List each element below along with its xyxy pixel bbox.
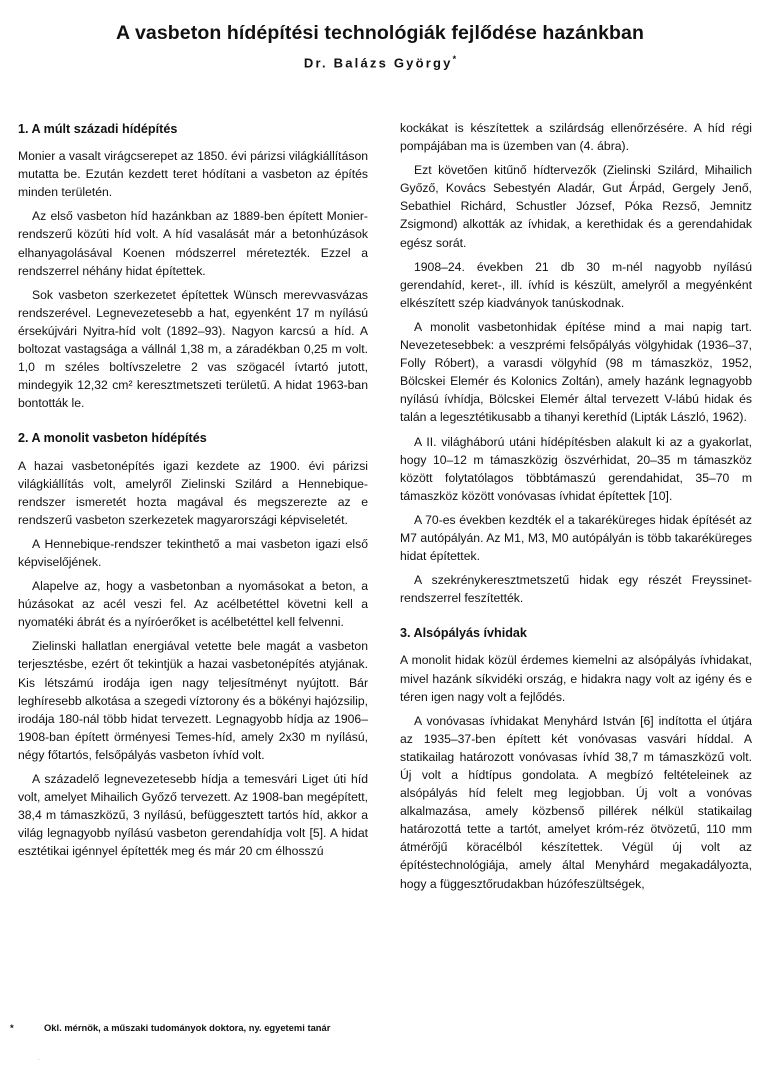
article-title: A vasbeton hídépítési technológiák fejlődése hazánkban bbox=[115, 22, 645, 44]
paragraph: Ezt követően kitűnő hídtervezők (Zielinski Szilárd, Mihailich Győző, Kovács Sebestyén Aladár, Gut Árpád, Gergely Jenő, Sebathiel Richárd, Schustler József, Póka Rezső, Jemnitz Zsigmond) alkották az ívhidak, a kerethidak és a gerendahidak egész sorát. bbox=[400, 163, 752, 250]
paragraph: A monolit vasbetonhidak építése mind a mai napig tart. Nevezetesebbek: a veszprémi felsőpályás völgyhidak (1936–37, Folly Róbert), a varasdi völgyhíd (98 m támaszköz, 1952, Bölcskei Elemér és Kolonics Zoltán), amely hazánk legnagyobb nyílású ívhídja, Bölcskei Elemér által tervezett V-lábú hidak és talán a legesztétikusabb a tihanyi kerethíd (Lipták László, 1962). bbox=[400, 319, 752, 425]
footnote-text: Okl. mérnök, a műszaki tudományok doktora, ny. egyetemi tanár bbox=[44, 1022, 331, 1033]
paragraph: Monier a vasalt virágcserepet az 1850. évi párizsi világkiállításon mutatta be. Ezután kezdett teret hódítani a vasbeton az építés minden területén. bbox=[18, 149, 368, 200]
paragraph: A monolit hidak közül érdemes kiemelni az alsópályás ívhidakat, mivel hazánk síkvidéki ország, e hidakra nagy volt az igény és e téren igen nagy volt a fejlődés. bbox=[400, 653, 752, 704]
paragraph: A 70-es években kezdték el a takaréküreges hidak építését az M7 autópályán. Az M1, M3, M0 autópályán is több takaréküreges hidat építettek. bbox=[400, 512, 752, 564]
section-heading-3: 3. Alsópályás ívhidak bbox=[400, 626, 527, 641]
left-column bbox=[18, 120, 368, 866]
paragraph: A Hennebique-rendszer tekinthető a mai vasbeton igazi első képviselőjének. bbox=[18, 536, 368, 569]
paragraph: A II. világháború utáni hídépítésben alakult ki az a gyakorlat, hogy 10–12 m támaszközig öszvérhidat, 20–35 m támaszköz között folytatólagos többtámaszú gerendahidat, 35–70 m támaszköz között vonóvasas ívhidat építettek [10]. bbox=[400, 434, 752, 503]
section-heading-2: 2. A monolit vasbeton hídépítés bbox=[18, 431, 207, 446]
paragraph: Zielinski hallatlan energiával vetette bele magát a vasbeton terjesztésbe, ezért őt tekintjük a hazai vasbetonépítés atyjának. Kis létszámú irodája igen nagy teljesítményt nyújtott. Bár leghíresebb alkotása a szegedi víztorony és a bökényi hajózsilip, irodája 180-nál több hidat tervezett. Legnagyobb hídja az 1906–1908-ban épített örményesi Temes-híd, amely 2x30 m nyílású, négy főtartós, felsőpályás vasbeton ívhíd volt. bbox=[18, 639, 368, 762]
author-footnote-mark: * bbox=[452, 54, 457, 64]
paragraph: Alapelve az, hogy a vasbetonban a nyomásokat a beton, a húzásokat az acél veszi fel. Az acélbetéttel követni kell a nyomatéki ábrát és a nyíróerőket is acélbetéttel kell felvenni. bbox=[18, 579, 368, 630]
paragraph: kockákat is készítettek a szilárdság ellenőrzésére. A híd régi pompájában ma is üzemben van (4. ábra). bbox=[400, 121, 752, 154]
paragraph: A vonóvasas ívhidakat Menyhárd István [6] indította el útjára az 1935–37-ben épített két vonóvasas vasvári híddal. A statikailag határozott vonóvasas ívhíd 38,7 m támaszközű volt. Új volt a hídtípus gondolata. A megbízó feltételeinek az alsópályás híd felelt meg legjobban. Új volt a vonóvas alkalmazása, amely közbenső pillérek nélkül statikailag határozottá tette a tartót, amelyet króm-réz ötvözetű, 110 mm átmérőjű köracélból készítettek. Végül új volt az építéstechnológiája, amely által Menyhárd megakadályozta, hogy a függesztőrudakban húzófeszültségek, bbox=[400, 713, 752, 891]
right-column bbox=[400, 119, 752, 899]
page-speck: · bbox=[38, 1057, 40, 1063]
article-author bbox=[0, 54, 760, 70]
paragraph: 1908–24. években 21 db 30 m-nél nagyobb nyílású gerendahíd, keret-, ill. ívhíd is készült, amelyről a megyénként elkészített szép kiadványok tanúskodnak. bbox=[400, 259, 752, 310]
paragraph: Sok vasbeton szerkezetet építettek Wünsch merevvasvázas rendszerével. Legnevezetesebb a hat, egyenként 17 m nyílású érsekújvári Nyitra-híd volt (1892–93). Nagyon karcsú a híd. A boltozat vastagsága a vállnál 1,38 m, a záradékban 0,25 m volt. 1,0 m széles boltívszeletre 2 vas szögacél ívtartó jutott, mindegyik 12,32 cm² keresztmetszeti területű. A hidat 1963-ban bontották le. bbox=[18, 287, 368, 411]
paragraph: Az első vasbeton híd hazánkban az 1889-ben épített Monier-rendszerű közúti híd volt. A híd vasalását már a betonhúzások elhanyagolásával Koenen módszerrel méretezték. Ezzel a rendszerrel néhány hidat építettek. bbox=[18, 209, 368, 278]
paragraph: A szekrénykeresztmetszetű hidak egy részét Freyssinet-rendszerrel feszítették. bbox=[400, 573, 752, 606]
paragraph: A századelő legnevezetesebb hídja a temesvári Liget úti híd volt, amelyet Mihailich Győző tervezett. Az 1908-ban megépített, 38,4 m támaszközű, 3 nyílású, befüggesztett tartós híd, akkor a világ legnagyobb nyílású vasbeton gerendahídja volt [5]. A hidat esztétikai igénnyel építették meg és már 20 cm élhosszú bbox=[18, 772, 368, 859]
author-name: Dr. Balázs György bbox=[303, 55, 453, 71]
footnote bbox=[10, 1022, 330, 1033]
paragraph: A hazai vasbetonépítés igazi kezdete az 1900. évi párizsi világkiállítás volt, amelyről Zielinski Szilárd a Hennebique-rendszer ismeretét hozta magával és megszerezte az e rendszerű vasbeton szerkezetek magyarországi képviseletét. bbox=[18, 458, 368, 527]
footnote-marker: * bbox=[10, 1022, 14, 1033]
section-heading-1: 1. A múlt századi hídépítés bbox=[18, 122, 178, 136]
